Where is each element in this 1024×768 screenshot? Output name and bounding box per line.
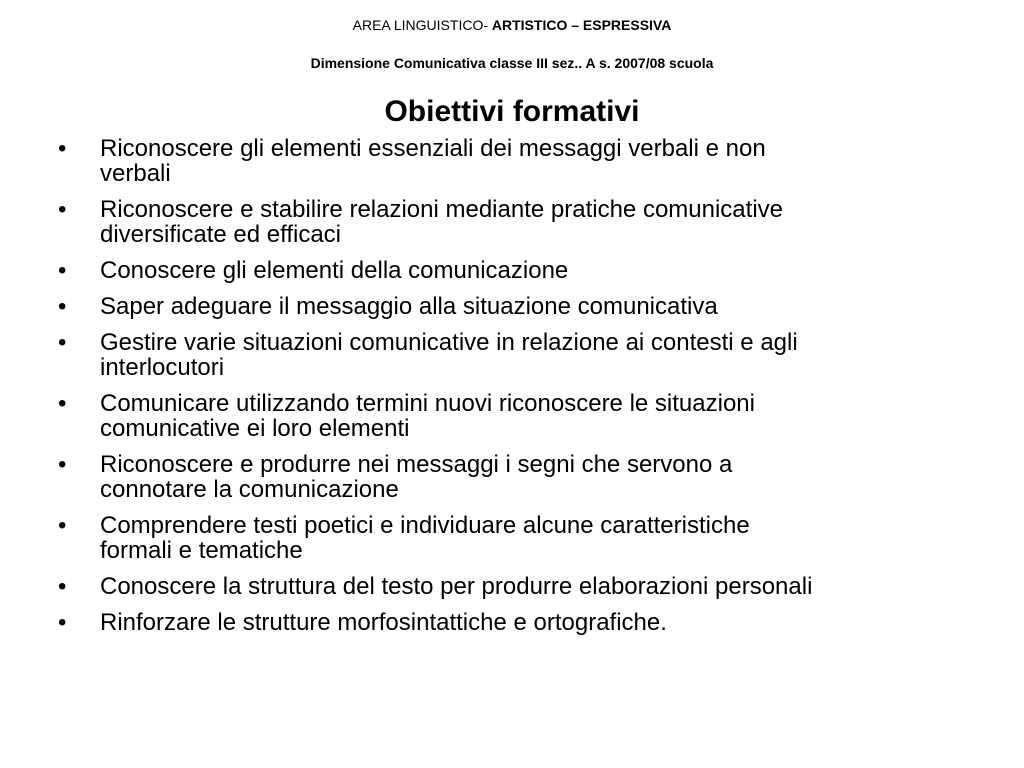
objective-line: Rinforzare le strutture morfosintattiche e ortografiche. xyxy=(100,609,667,636)
objective-line: Gestire varie situazioni comunicative in relazione ai contesti e agli xyxy=(100,329,798,356)
list-item xyxy=(58,330,958,380)
area-bold: ARTISTICO – ESPRESSIVA xyxy=(491,17,672,33)
objective-line: interlocutori xyxy=(100,354,225,381)
objective-line: connotare la comunicazione xyxy=(100,476,399,503)
objective-line: comunicative ei loro elementi xyxy=(100,415,410,442)
objective-line: Saper adeguare il messaggio alla situazione comunicativa xyxy=(100,293,718,320)
bullet-icon: • xyxy=(58,196,67,223)
bullet-icon: • xyxy=(58,293,67,320)
objective-line: Conoscere gli elementi della comunicazione xyxy=(100,257,569,284)
list-item xyxy=(58,258,958,283)
bullet-icon: • xyxy=(58,451,67,478)
objective-line: Riconoscere e stabilire relazioni mediante pratiche comunicative xyxy=(100,196,784,223)
objective-line: formali e tematiche xyxy=(100,537,303,564)
list-item xyxy=(58,574,958,599)
bullet-icon: • xyxy=(58,135,67,162)
list-item xyxy=(58,294,958,319)
list-item xyxy=(58,452,958,502)
objectives-list xyxy=(58,136,958,646)
objective-line: Conoscere la struttura del testo per produrre elaborazioni personali xyxy=(100,573,813,600)
subtitle: Dimensione Comunicativa classe III sez.. A s. 2007/08 scuola xyxy=(310,55,714,71)
bullet-icon: • xyxy=(58,609,67,636)
bullet-icon: • xyxy=(58,257,67,284)
bullet-icon: • xyxy=(58,573,67,600)
page-title: Obiettivi formativi xyxy=(384,95,640,128)
bullet-icon: • xyxy=(58,390,67,417)
objective-line: diversificate ed efficaci xyxy=(100,221,342,248)
objective-line: Riconoscere gli elementi essenziali dei messaggi verbali e non xyxy=(100,135,766,162)
bullet-icon: • xyxy=(58,329,67,356)
list-item xyxy=(58,513,958,563)
list-item xyxy=(58,391,958,441)
objective-line: Comunicare utilizzando termini nuovi riconoscere le situazioni xyxy=(100,390,755,417)
area-header xyxy=(0,16,1024,34)
bullet-icon: • xyxy=(58,512,67,539)
list-item xyxy=(58,197,958,247)
objective-line: Comprendere testi poetici e individuare alcune caratteristiche xyxy=(100,512,750,539)
objective-line: verbali xyxy=(100,160,171,187)
list-item xyxy=(58,136,958,186)
list-item xyxy=(58,610,958,635)
objective-line: Riconoscere e produrre nei messaggi i segni che servono a xyxy=(100,451,733,478)
area-prefix: AREA LINGUISTICO- xyxy=(352,17,492,33)
